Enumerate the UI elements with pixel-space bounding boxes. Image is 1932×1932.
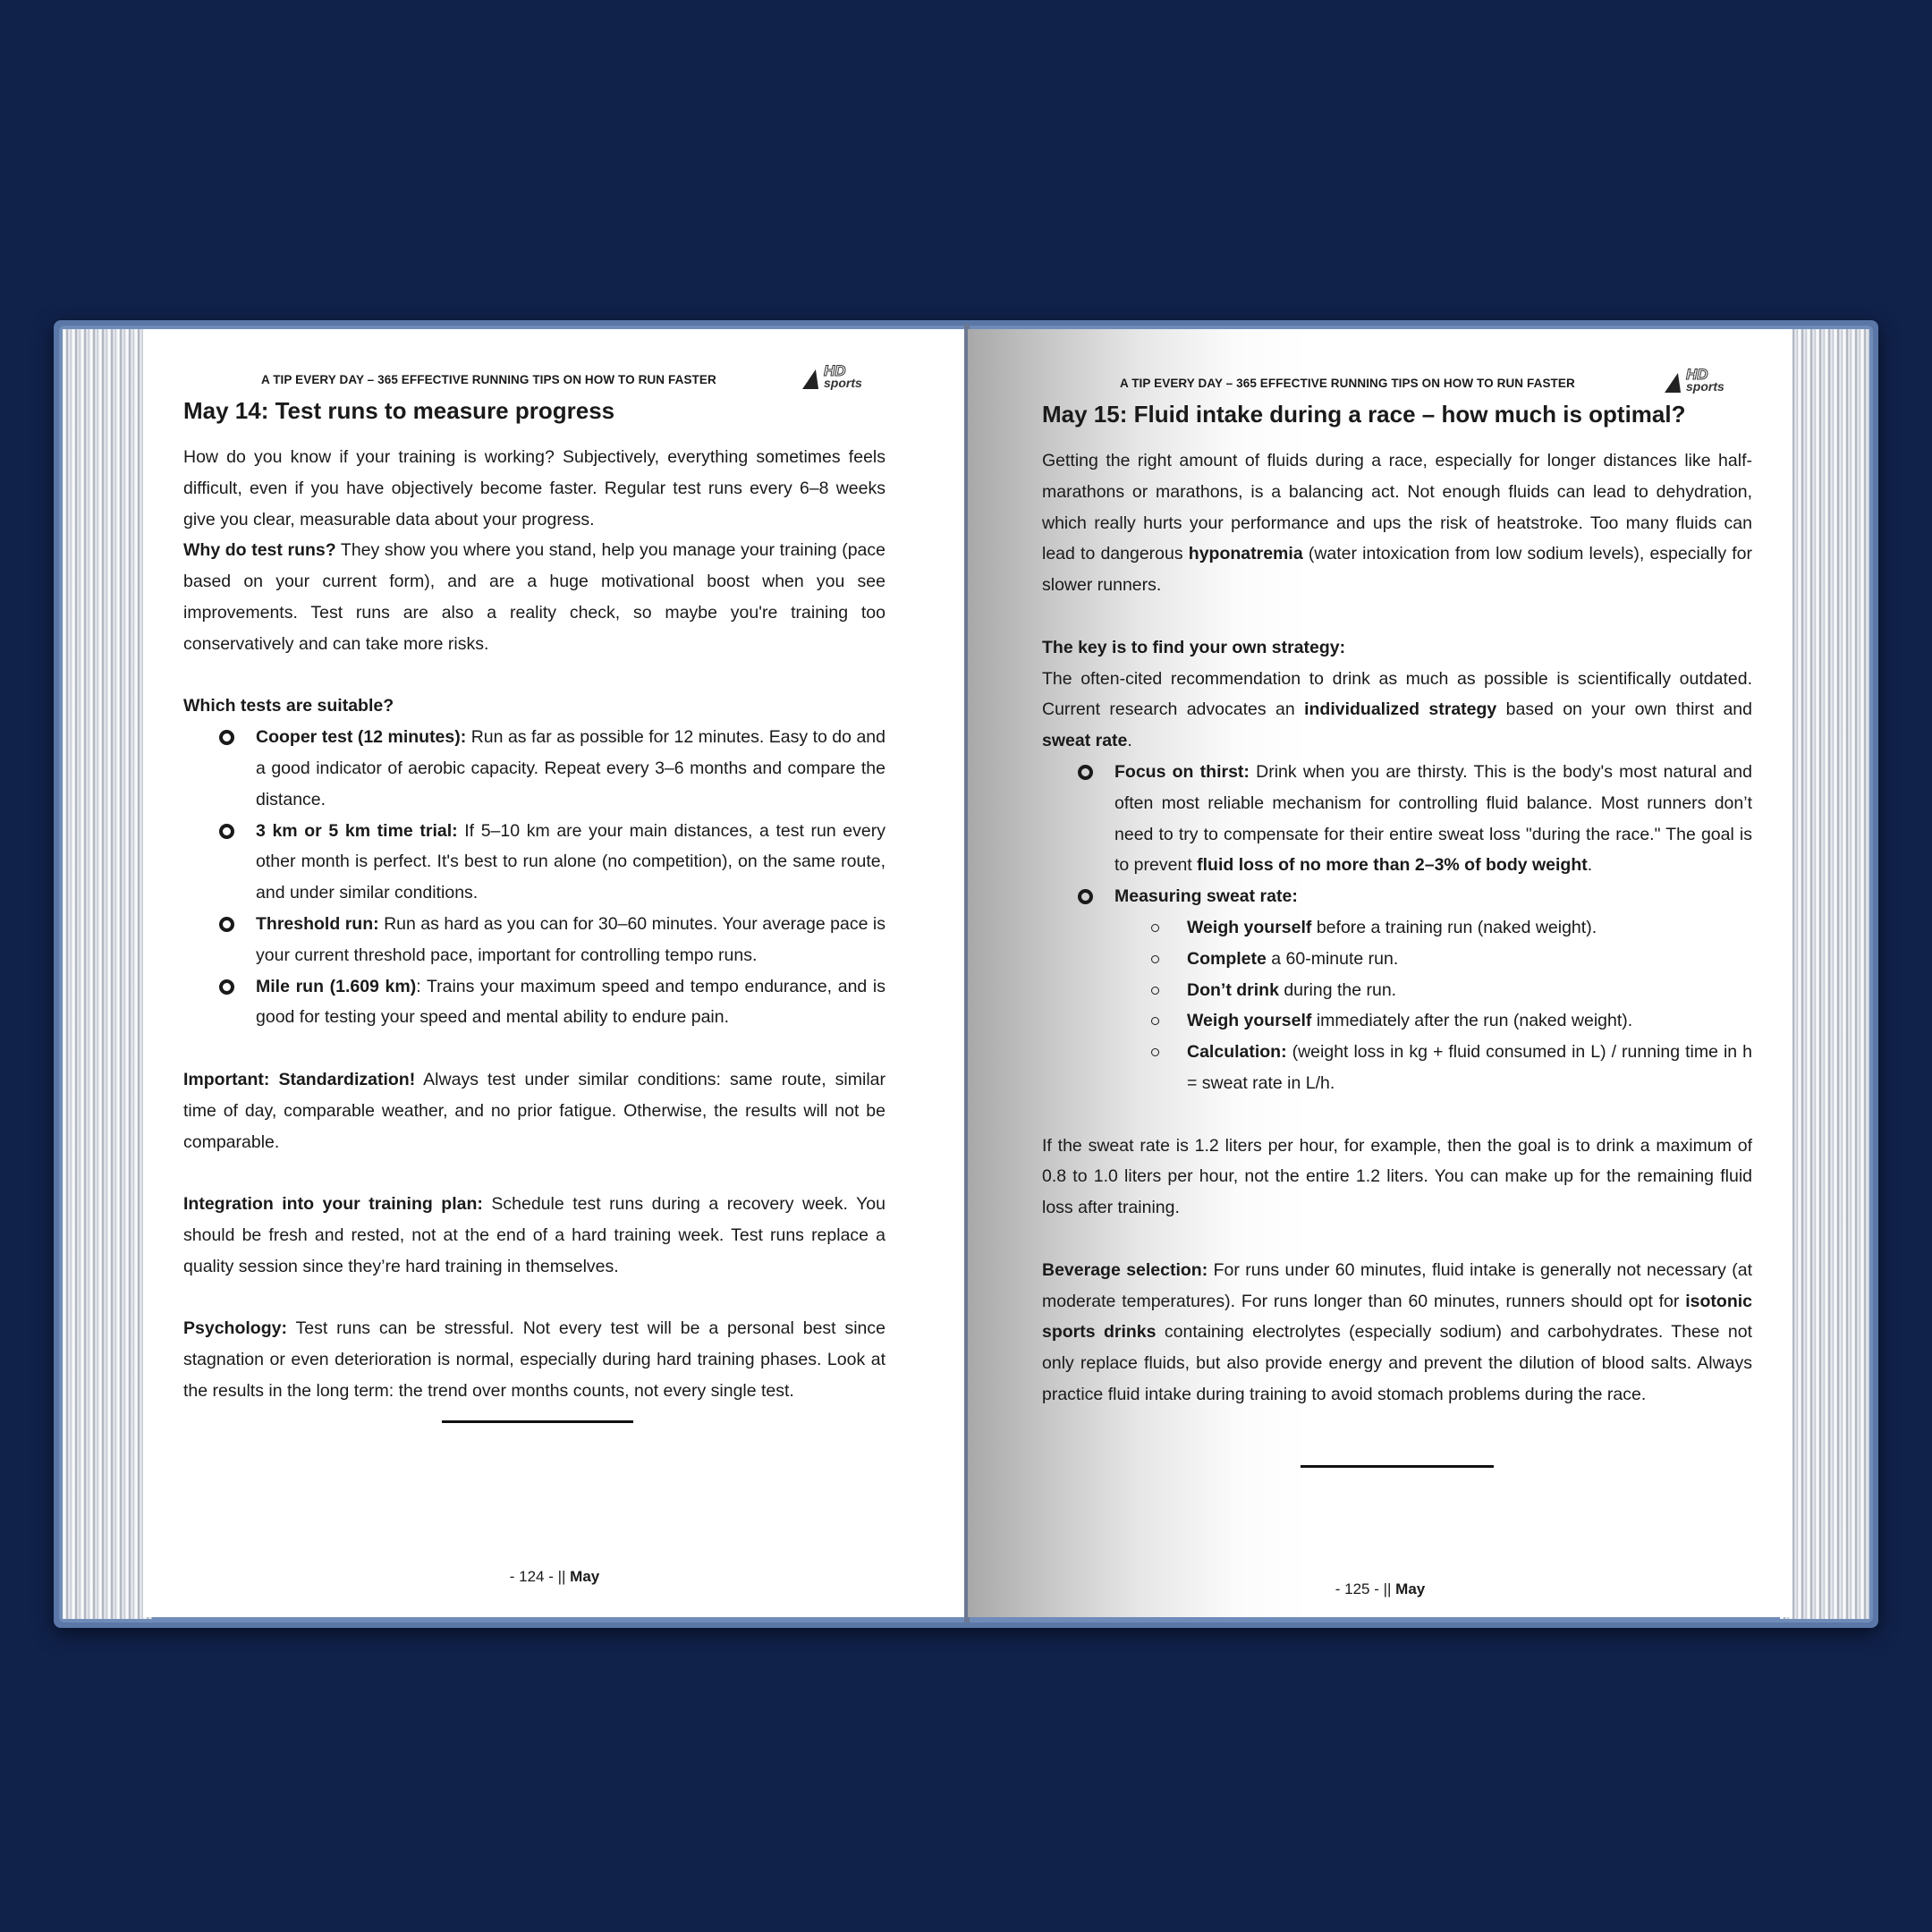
section-divider bbox=[1301, 1465, 1494, 1468]
right-page-body bbox=[1042, 399, 1752, 1411]
intro-paragraph: Getting the right amount of fluids during a race, especially for longer distances like half-marathons or marathons, is a balancing act. Not enough fluids can lead to dehydration, which really hurts your performance and ups the risk of heatstroke. Too many fluids can lead to dangerous hyponatremia (water intoxication from low sodium levels), especially for slower runners. bbox=[1042, 451, 1752, 596]
bullet-icon bbox=[1078, 765, 1093, 780]
list-item: Weigh yourself before a training run (naked weight). bbox=[1187, 912, 1752, 944]
page-edges-right bbox=[1780, 329, 1869, 1619]
list-item: Focus on thirst: Drink when you are thirsty. This is the body's most natural and often most reliable mechanism for controlling fluid balance. Most runners don’t need to try to compensate for their entire sweat loss "during the race." The goal is to prevent fluid loss of no more than 2–3% of body weight. bbox=[1114, 757, 1752, 881]
intro-paragraph: How do you know if your training is working? Subjectively, everything sometimes feels difficult, even if you have objectively become faster. Regular test runs every 6–8 weeks give you clear, measurable data about your progress. bbox=[183, 447, 886, 530]
list-item: Mile run (1.609 km): Trains your maximum speed and tempo endurance, and is good for testing your speed and mental ability to endure pain. bbox=[256, 971, 886, 1034]
strategy-paragraph: The often-cited recommendation to drink as much as possible is scientifically outdated. Current research advocates an individualized strategy based on your own thirst and sweat rate. bbox=[1042, 668, 1752, 751]
list-item: 3 km or 5 km time trial: If 5–10 km are your main distances, a test run every other month is perfect. It's best to run alone (no competition), on the same route, and under similar conditions. bbox=[256, 816, 886, 909]
section-heading: The key is to find your own strategy: bbox=[1042, 637, 1346, 657]
page-footer: - 124 - || May bbox=[509, 1568, 600, 1585]
bullet-icon bbox=[1078, 889, 1093, 904]
bullet-icon bbox=[219, 824, 234, 839]
bullet-icon bbox=[219, 730, 234, 745]
sub-bullet-icon bbox=[1151, 987, 1159, 995]
example-paragraph: If the sweat rate is 1.2 liters per hour, for example, then the goal is to drink a maximum of 0.8 to 1.0 liters per hour, not the entire 1.2 liters. You can make up for the remaining fluid loss after training. bbox=[1042, 1135, 1752, 1218]
running-header: A TIP EVERY DAY – 365 EFFECTIVE RUNNING TIPS ON HOW TO RUN FASTER bbox=[261, 373, 716, 386]
list-item: Complete a 60-minute run. bbox=[1187, 944, 1752, 975]
list-item: Don’t drink during the run. bbox=[1187, 975, 1752, 1006]
bullet-icon bbox=[219, 979, 234, 995]
beverage-paragraph: Beverage selection: For runs under 60 minutes, fluid intake is generally not necessary (at moderate temperatures). For runs longer than 60 minutes, runners should opt for isotonic sports drinks containing electrolytes (especially sodium) and carbohydrates. These not only replace fluids, but also provide energy and prevent the dilution of blood salts. Always practice fluid intake during training to avoid stomach problems during the race. bbox=[1042, 1259, 1752, 1404]
page-edges-left bbox=[63, 329, 152, 1619]
sweat-rate-steps bbox=[1042, 912, 1752, 1099]
sub-bullet-icon bbox=[1151, 1017, 1159, 1025]
strategy-list bbox=[1042, 757, 1752, 1099]
section-heading: Which tests are suitable? bbox=[183, 696, 394, 716]
sub-bullet-icon bbox=[1151, 924, 1159, 932]
hd-sports-logo: HD sports bbox=[805, 365, 862, 389]
page-footer: - 125 - || May bbox=[1335, 1580, 1426, 1597]
list-item: Threshold run: Run as hard as you can for 30–60 minutes. Your average pace is your current threshold pace, important for controlling tempo runs. bbox=[256, 909, 886, 971]
list-item: Weigh yourself immediately after the run (naked weight). bbox=[1187, 1005, 1752, 1037]
why-paragraph: Why do test runs? They show you where you stand, help you manage your training (pace based on your current form), and are a huge motivational boost when you see improvements. Test runs are also a reality check, so maybe you're training too conservatively and can take more risks. bbox=[183, 540, 886, 654]
runner-logo-icon bbox=[1665, 373, 1686, 393]
section-divider bbox=[442, 1420, 633, 1423]
list-item: Calculation: (weight loss in kg + fluid consumed in L) / running time in h = sweat rate in L/h. bbox=[1187, 1037, 1752, 1099]
page-title: May 14: Test runs to measure progress bbox=[183, 397, 615, 424]
left-page bbox=[143, 329, 966, 1617]
bullet-icon bbox=[219, 917, 234, 932]
left-page-body bbox=[183, 395, 886, 1407]
runner-logo-icon bbox=[802, 369, 824, 389]
psychology-paragraph: Psychology: Test runs can be stressful. Not every test will be a personal best since stagnation or even deterioration is normal, especially during hard training phases. Look at the results in the long term: the trend over months counts, not every single test. bbox=[183, 1318, 886, 1401]
important-paragraph: Important: Standardization! Always test under similar conditions: same route, similar time of day, comparable weather, and no prior fatigue. Otherwise, the results will not be comparable. bbox=[183, 1069, 886, 1152]
sub-bullet-icon bbox=[1151, 955, 1159, 963]
running-header: A TIP EVERY DAY – 365 EFFECTIVE RUNNING TIPS ON HOW TO RUN FASTER bbox=[1120, 377, 1575, 390]
list-item: Measuring sweat rate: Weigh yourself before a training run (naked weight). Complete a 60-minute run. Don’t drink during the run. Weigh yourself immediately after the run (naked weight). Calculation: (weight loss in kg + fluid consumed in L) / running time in h = sweat rate in L/h. bbox=[1114, 881, 1752, 1099]
page-title: May 15: Fluid intake during a race – how much is optimal? bbox=[1042, 401, 1686, 428]
right-page bbox=[968, 329, 1792, 1617]
hd-sports-logo: HD sports bbox=[1667, 369, 1724, 393]
list-item: Cooper test (12 minutes): Run as far as possible for 12 minutes. Easy to do and a good indicator of aerobic capacity. Repeat every 3–6 months and compare the distance. bbox=[256, 722, 886, 815]
sub-bullet-icon bbox=[1151, 1048, 1159, 1056]
integration-paragraph: Integration into your training plan: Schedule test runs during a recovery week. You should be fresh and rested, not at the end of a hard training week. Test runs replace a quality session since they’re hard training in themselves. bbox=[183, 1194, 886, 1276]
tests-list bbox=[183, 722, 886, 1033]
